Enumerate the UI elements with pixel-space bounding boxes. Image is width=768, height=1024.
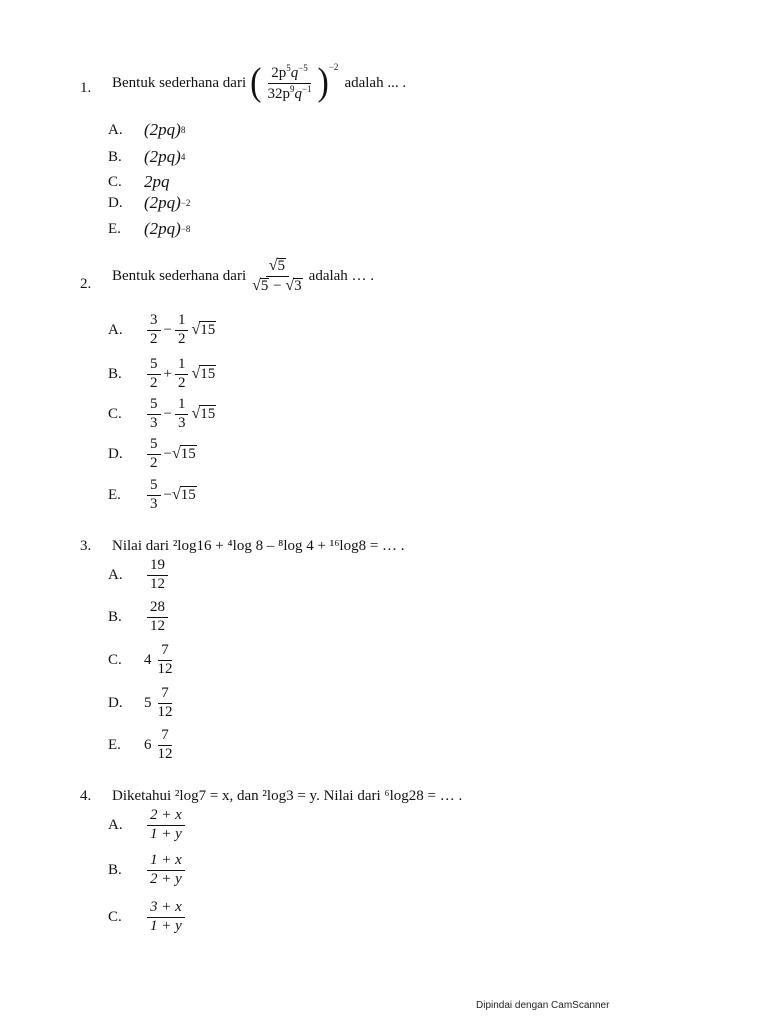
fraction	[147, 313, 161, 348]
option-label: E.	[108, 220, 121, 237]
option-label: A.	[108, 816, 123, 833]
denominator: 12	[150, 575, 165, 592]
fraction	[155, 686, 176, 721]
numerator: 1	[175, 357, 189, 375]
denominator: 2	[150, 374, 158, 391]
option-value: (2pq)	[144, 120, 181, 139]
option-value: (2pq)	[144, 147, 181, 166]
question-number: 2.	[80, 276, 92, 292]
denominator: 2	[177, 330, 186, 347]
numerator: 7	[158, 643, 172, 661]
question-number: 3.	[80, 538, 92, 554]
question-text: Bentuk sederhana dari √ 5 √ 5 − √ 3 adalah … .	[112, 257, 375, 294]
option	[108, 558, 171, 593]
square-root	[191, 321, 216, 339]
option-label: D.	[108, 194, 123, 211]
radical-sign: √	[191, 321, 201, 339]
numerator: 5	[147, 357, 161, 375]
denominator: 2	[150, 454, 158, 471]
whole-number: 6	[144, 736, 152, 753]
numerator: 5	[147, 437, 161, 455]
square-root	[172, 445, 197, 463]
denominator: 12	[157, 660, 173, 677]
fraction	[175, 357, 189, 392]
option	[108, 686, 179, 721]
fraction	[155, 728, 176, 763]
option	[108, 219, 190, 239]
option	[108, 147, 185, 167]
denominator: 2	[177, 374, 186, 391]
option-label: C.	[108, 651, 122, 668]
option-exponent: −8	[180, 224, 191, 234]
operator: −	[163, 321, 172, 338]
operator: +	[163, 365, 172, 382]
radical-sign: √	[171, 445, 181, 463]
option-value: 2pq	[144, 172, 170, 191]
radicand: 15	[180, 487, 196, 504]
option	[108, 853, 188, 888]
option	[108, 808, 188, 843]
numerator: 7	[158, 686, 172, 704]
numerator: 1	[175, 313, 189, 331]
denominator: 1 + y	[150, 825, 182, 842]
fraction	[147, 397, 161, 432]
square-root	[191, 365, 216, 383]
fraction	[147, 853, 185, 888]
outer-exponent: −2	[328, 62, 339, 72]
option-value: (2pq)	[144, 193, 181, 212]
fraction	[147, 600, 168, 635]
operator: −	[163, 486, 172, 503]
question-number: 4.	[80, 788, 92, 804]
option	[108, 900, 188, 935]
option-label: C.	[108, 173, 122, 190]
whole-number: 5	[144, 694, 152, 711]
option-exponent: 8	[180, 125, 186, 135]
fraction	[147, 900, 185, 935]
radical-sign: √	[191, 365, 201, 383]
option	[108, 172, 170, 192]
option-label: E.	[108, 736, 121, 753]
square-root	[191, 405, 216, 423]
denominator: 2 + y	[150, 870, 182, 887]
option	[108, 397, 216, 432]
option-label: D.	[108, 694, 123, 711]
option-label: A.	[108, 321, 123, 338]
numerator: 5	[147, 478, 161, 496]
option-label: C.	[108, 908, 122, 925]
numerator: 5	[147, 397, 161, 415]
radicand: 15	[200, 366, 216, 383]
denominator: 3	[150, 495, 158, 512]
operator: −	[163, 445, 172, 462]
option-exponent: −2	[180, 198, 191, 208]
option-label: C.	[108, 405, 122, 422]
scanner-watermark: Dipindai dengan CamScanner	[476, 1000, 610, 1011]
option-exponent: 4	[180, 152, 186, 162]
option	[108, 643, 179, 678]
option	[108, 728, 179, 763]
numerator: 7	[158, 728, 172, 746]
radicand: 15	[200, 322, 216, 339]
question-text: Bentuk sederhana dari ( $\frac{2p^5q^{-5}}{32p^9q^{-1}}$ ) $^{-2}$ adalah ... .	[112, 61, 407, 104]
fraction	[147, 478, 161, 513]
denominator: 3	[150, 414, 158, 431]
option	[108, 313, 216, 348]
question-text: Nilai dari ²log16 + ⁴log 8 – ⁸log 4 + ¹⁶log8 = … .	[112, 538, 405, 554]
radical-sign: √	[191, 405, 201, 423]
numerator: 1	[175, 397, 189, 415]
denominator: 12	[157, 745, 173, 762]
fraction	[147, 558, 168, 593]
option	[108, 357, 216, 392]
question-number: 1.	[80, 80, 92, 96]
fraction	[147, 808, 185, 843]
numerator: 1 + x	[147, 853, 185, 871]
option	[108, 478, 197, 513]
denominator: 3	[177, 414, 186, 431]
denominator: 12	[150, 617, 165, 634]
operator: −	[163, 405, 172, 422]
left-paren: (	[250, 61, 262, 104]
denominator: 1 + y	[150, 917, 182, 934]
fraction: $\frac{2p^5q^{-5}}{32p^9q^{-1}}$	[267, 63, 312, 102]
square-root	[172, 486, 197, 504]
denominator: 12	[157, 703, 173, 720]
option-label: B.	[108, 365, 122, 382]
option	[108, 120, 185, 140]
fraction	[147, 357, 161, 392]
radical-sign: √	[171, 486, 181, 504]
numerator: 3 + x	[147, 900, 185, 918]
question-text: Diketahui ²log7 = x, dan ²log3 = y. Nilai dari ⁶log28 = … .	[112, 788, 463, 804]
numerator: 28	[147, 600, 168, 618]
option-label: A.	[108, 121, 123, 138]
fraction	[155, 643, 176, 678]
right-paren: )	[317, 61, 329, 104]
option-label: B.	[108, 148, 122, 165]
whole-number: 4	[144, 651, 152, 668]
radicand: 15	[200, 406, 216, 423]
numerator: 3	[147, 313, 161, 331]
option-value: (2pq)	[144, 219, 181, 238]
fraction: √ 5 √ 5 − √ 3	[252, 257, 302, 294]
fraction	[147, 437, 161, 472]
option	[108, 600, 171, 635]
denominator: 2	[150, 330, 158, 347]
fraction	[175, 397, 189, 432]
numerator: 2 + x	[147, 808, 185, 826]
option-label: B.	[108, 608, 122, 625]
option	[108, 193, 190, 213]
option	[108, 437, 197, 472]
option-label: E.	[108, 486, 121, 503]
option-label: A.	[108, 566, 123, 583]
radicand: 15	[180, 446, 196, 463]
fraction	[175, 313, 189, 348]
numerator: 19	[147, 558, 168, 576]
option-label: B.	[108, 861, 122, 878]
option-label: D.	[108, 445, 123, 462]
